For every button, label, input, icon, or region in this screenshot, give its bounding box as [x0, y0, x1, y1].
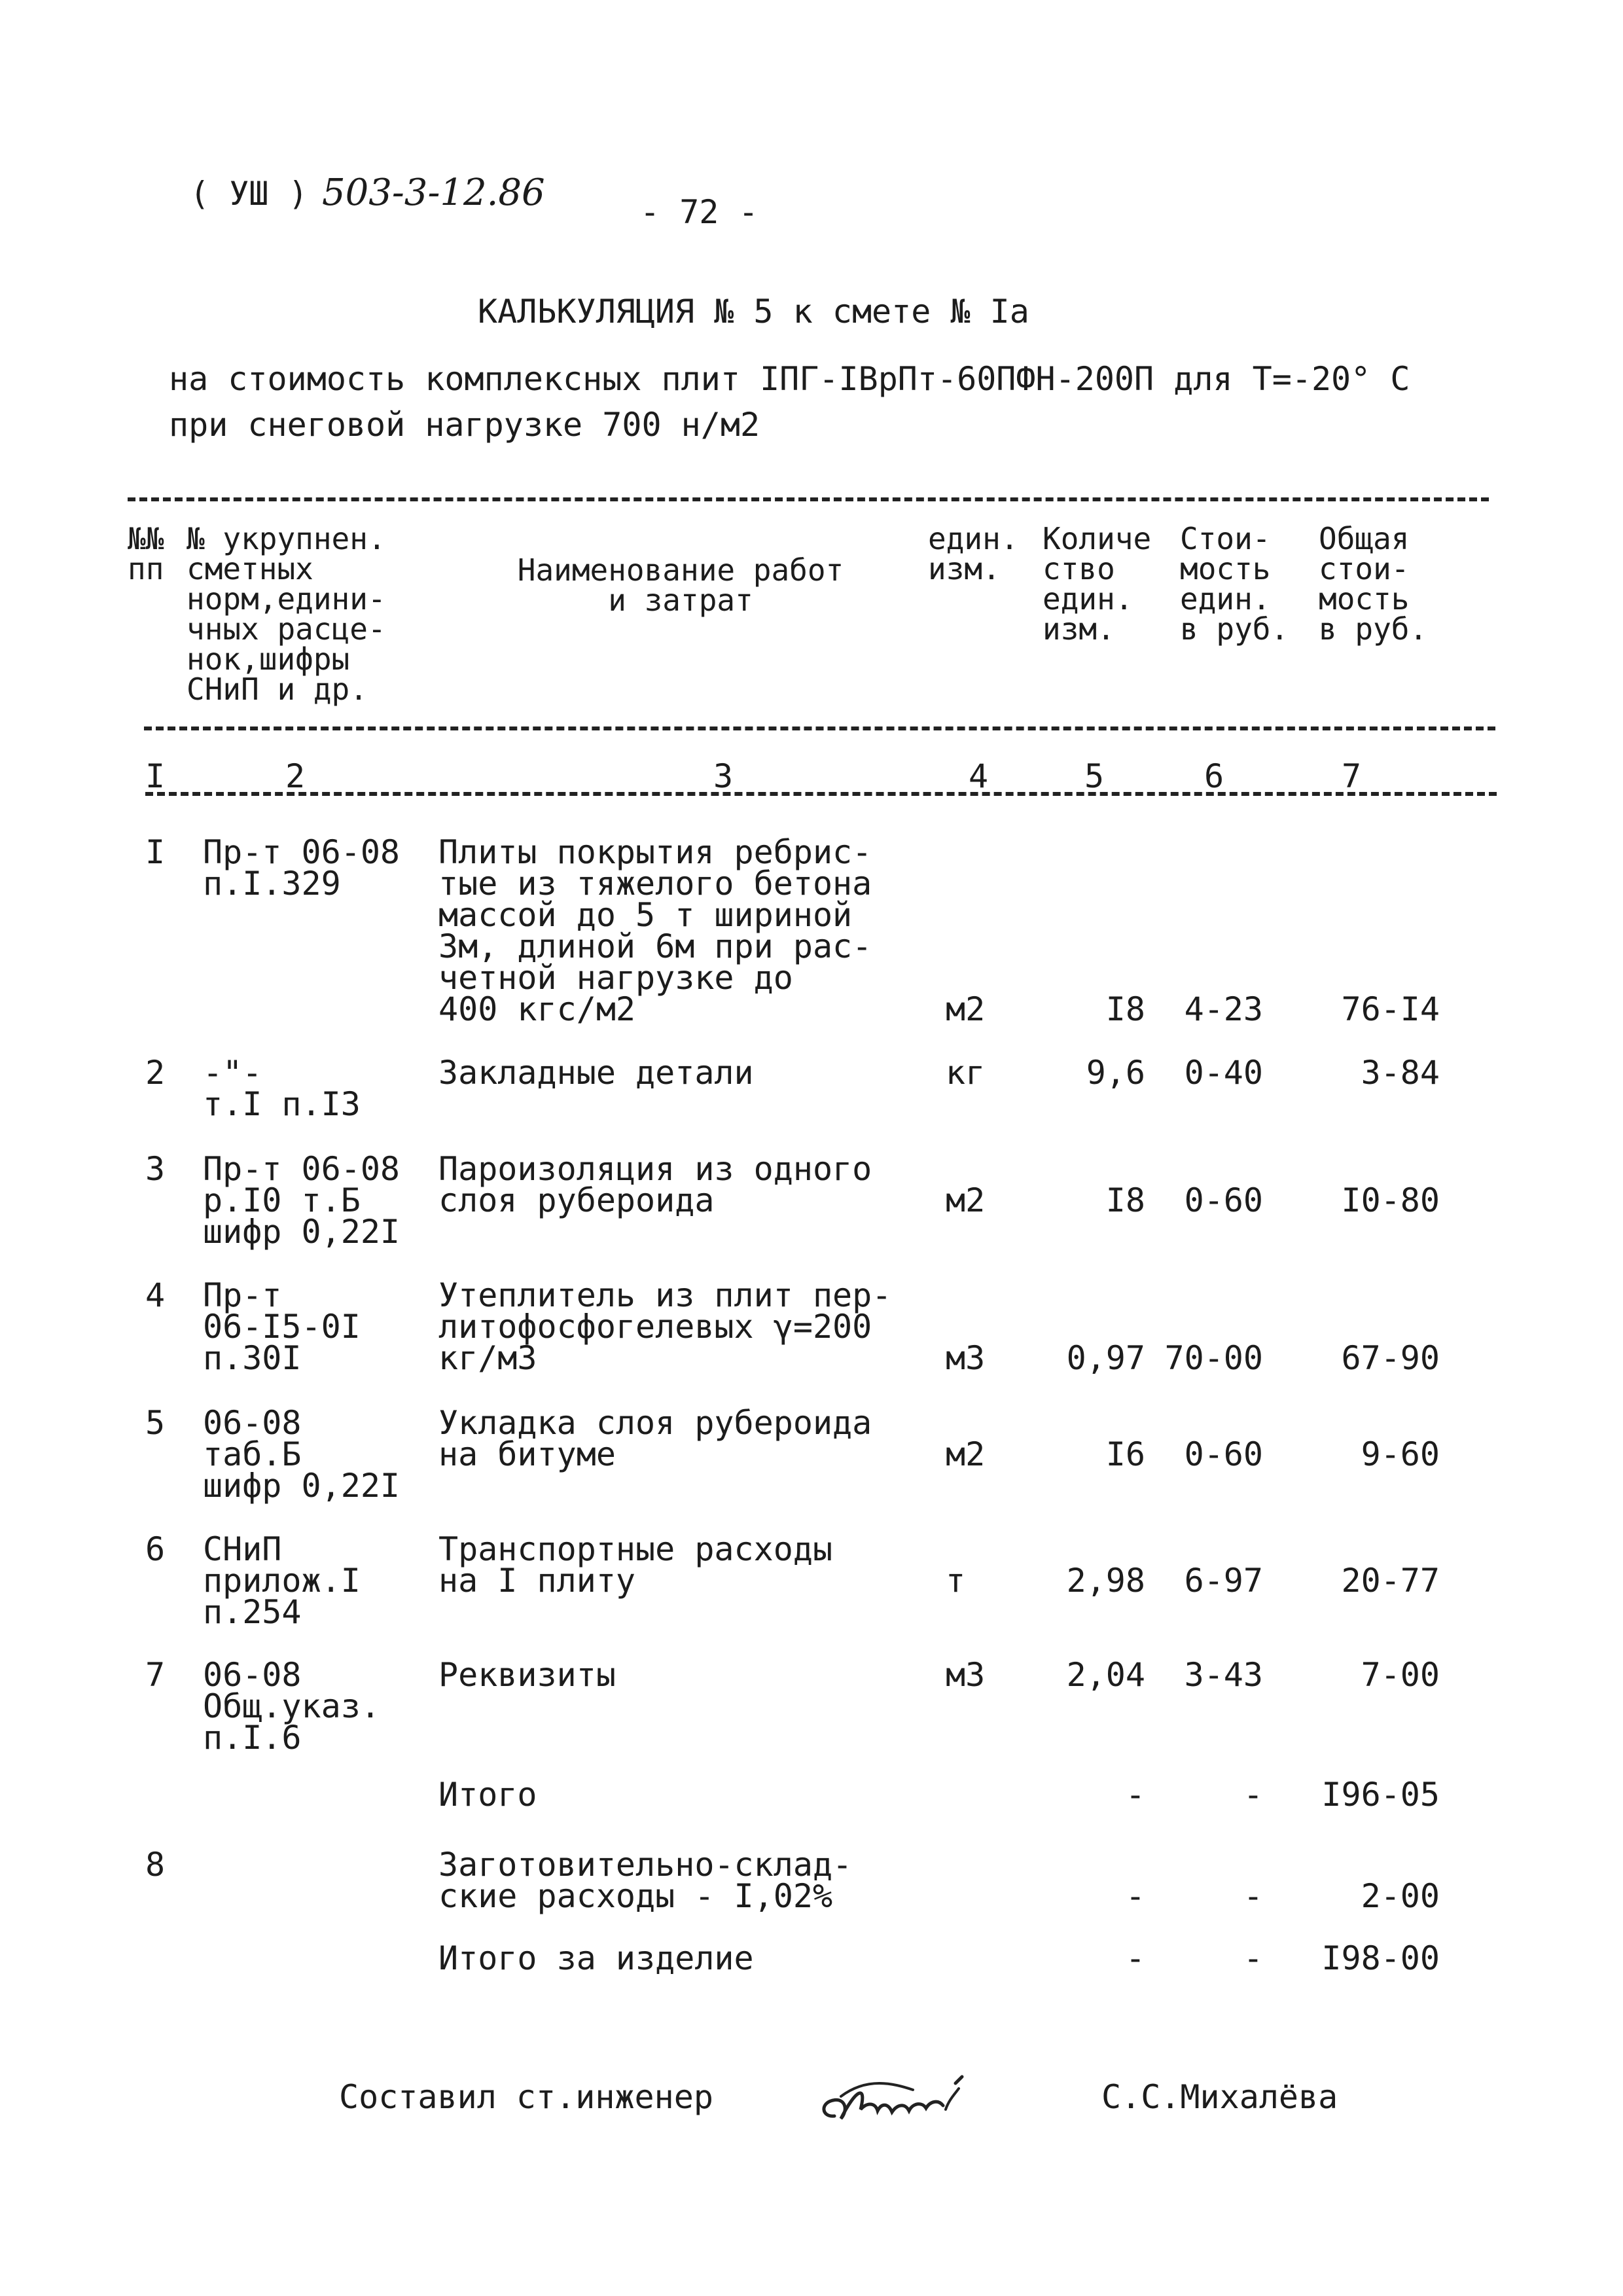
row-unit-price: 0-40 — [1184, 1054, 1263, 1092]
col-header-1-line: №№ — [128, 521, 164, 556]
col-header-6-line: един. — [1180, 581, 1271, 617]
row-number: 3 — [145, 1150, 166, 1188]
row-code-line: Общ.указ. — [203, 1687, 380, 1725]
col-header-3-line: Наименование работ — [517, 552, 844, 588]
row-code-line: р.I0 т.Б — [203, 1181, 361, 1219]
row-total: 67-90 — [1341, 1339, 1440, 1377]
col-number-5: 5 — [1084, 757, 1105, 795]
col-number-4: 4 — [969, 757, 989, 795]
row-quantity: I8 — [1105, 990, 1145, 1028]
compiler-name: С.С.Михалёва — [1101, 2078, 1338, 2116]
page-number: - 72 - — [640, 193, 758, 231]
row-quantity: 9,6 — [1086, 1054, 1145, 1092]
row-code-line: СНиП — [203, 1530, 282, 1568]
row-name-line: Пароизоляция из одного — [438, 1150, 872, 1188]
row-code-line: п.I.6 — [203, 1719, 302, 1757]
col-header-2-line: чных расце- — [187, 611, 386, 647]
col-header-2-line: норм,едини- — [187, 581, 386, 617]
col-header-2-line: № укрупнен. — [187, 521, 386, 556]
col-header-7-line: стои- — [1319, 551, 1410, 586]
col-header-4-line: изм. — [928, 551, 1001, 586]
row-unit: кг — [946, 1054, 986, 1092]
row-quantity: 2,98 — [1066, 1562, 1145, 1600]
row-code-line: -"- — [203, 1054, 262, 1092]
row-total: 3-84 — [1361, 1054, 1440, 1092]
col-number-7: 7 — [1342, 757, 1362, 795]
row-name-line: Плиты покрытия ребрис- — [438, 833, 872, 871]
document-code-handwritten: 503-3-12.86 — [322, 171, 545, 214]
row-number: 8 — [145, 1846, 166, 1884]
row-unit: м3 — [946, 1339, 986, 1377]
row-total: 9-60 — [1361, 1435, 1440, 1473]
row-name-line: кг/м3 — [438, 1339, 537, 1377]
document-subtitle-line2: при снеговой нагрузке 700 н/м2 — [169, 406, 760, 444]
row-unit-price: 0-60 — [1184, 1435, 1263, 1473]
col-header-3 — [497, 552, 864, 618]
row-quantity: I6 — [1105, 1435, 1145, 1473]
row-code-line: Пр-т 06-08 — [203, 833, 401, 871]
document-title: КАЛЬКУЛЯЦИЯ № 5 к смете № Iа — [478, 293, 1029, 331]
row-name-line: Укладка слоя рубероида — [438, 1404, 872, 1442]
row-name-line: 400 кгс/м2 — [438, 990, 636, 1028]
col-header-4-line: един. — [928, 521, 1019, 556]
signature-image — [815, 2045, 991, 2155]
row-code-line: 06-08 — [203, 1404, 302, 1442]
row-total: 2-00 — [1361, 1877, 1440, 1915]
row-unit-price: 3-43 — [1184, 1656, 1263, 1694]
row-code-line: т.I п.I3 — [203, 1085, 361, 1123]
row-unit-price: 70-00 — [1164, 1339, 1263, 1377]
row-code-line: шифр 0,22I — [203, 1213, 401, 1251]
col-header-7-line: мость — [1319, 581, 1410, 617]
row-name-line: Закладные детали — [438, 1054, 754, 1092]
col-number-6: 6 — [1204, 757, 1224, 795]
row-quantity: 0,97 — [1066, 1339, 1145, 1377]
row-quantity: - — [1125, 1877, 1145, 1915]
row-name-line: Транспортные расходы — [438, 1530, 833, 1568]
col-header-7-line: Общая — [1319, 521, 1410, 556]
col-number-1: I — [145, 757, 166, 795]
row-name-line: Итого — [438, 1776, 537, 1814]
row-code-line: 06-08 — [203, 1656, 302, 1694]
col-header-1 — [128, 521, 164, 586]
row-name-line: Итого за изделие — [438, 1939, 754, 1977]
col-header-6 — [1180, 521, 1289, 647]
row-unit-price: - — [1243, 1776, 1263, 1814]
row-quantity: I8 — [1105, 1181, 1145, 1219]
col-header-5-line: изм. — [1043, 611, 1115, 647]
col-header-4 — [928, 521, 1019, 586]
row-unit-price: - — [1243, 1939, 1263, 1977]
row-name-line: тые из тяжелого бетона — [438, 865, 872, 903]
row-name-line: на I плиту — [438, 1562, 636, 1600]
row-number: 7 — [145, 1656, 166, 1694]
col-header-7 — [1319, 521, 1428, 647]
col-header-2-line: нок,шифры — [187, 641, 350, 677]
row-name-line: 3м, длиной 6м при рас- — [438, 927, 872, 965]
row-total: I98-00 — [1321, 1939, 1440, 1977]
col-header-2-line: сметных — [187, 551, 313, 586]
col-header-6-line: в руб. — [1180, 611, 1289, 647]
document-code-prefix: ( УШ ) — [190, 175, 308, 213]
row-quantity: 2,04 — [1066, 1656, 1145, 1694]
row-code-line: Пр-т 06-08 — [203, 1150, 401, 1188]
row-name-line: Утеплитель из плит пер- — [438, 1276, 892, 1314]
col-header-6-line: Стои- — [1180, 521, 1271, 556]
row-quantity: - — [1125, 1939, 1145, 1977]
row-unit: т — [946, 1562, 966, 1600]
row-name-line: Реквизиты — [438, 1656, 616, 1694]
separator-header — [144, 726, 1495, 730]
row-name-line: ские расходы - I,02% — [438, 1877, 833, 1915]
row-code-line: п.30I — [203, 1339, 302, 1377]
row-quantity: - — [1125, 1776, 1145, 1814]
row-unit: м2 — [946, 1181, 986, 1219]
col-number-2: 2 — [285, 757, 306, 795]
col-header-2-line: СНиП и др. — [187, 672, 368, 707]
row-total: 76-I4 — [1341, 990, 1440, 1028]
col-header-3-line: и затрат — [608, 583, 753, 618]
col-header-5 — [1043, 521, 1152, 647]
row-number: 2 — [145, 1054, 166, 1092]
row-code-line: Пр-т — [203, 1276, 282, 1314]
row-number: I — [145, 833, 166, 871]
row-name-line: четной нагрузке до — [438, 959, 793, 997]
col-header-5-line: Количе — [1043, 521, 1152, 556]
separator-column-numbers — [145, 792, 1497, 796]
row-code-line: п.254 — [203, 1593, 302, 1631]
row-number: 6 — [145, 1530, 166, 1568]
row-unit-price: - — [1243, 1877, 1263, 1915]
row-name-line: Заготовительно-склад- — [438, 1846, 853, 1884]
row-number: 4 — [145, 1276, 166, 1314]
row-name-line: слоя рубероида — [438, 1181, 715, 1219]
col-header-5-line: ство — [1043, 551, 1115, 586]
row-name-line: на битуме — [438, 1435, 616, 1473]
col-header-5-line: един. — [1043, 581, 1133, 617]
row-total: 20-77 — [1341, 1562, 1440, 1600]
row-total: I0-80 — [1341, 1181, 1440, 1219]
row-unit: м2 — [946, 990, 986, 1028]
row-code-line: таб.Б — [203, 1435, 302, 1473]
row-number: 5 — [145, 1404, 166, 1442]
row-total: 7-00 — [1361, 1656, 1440, 1694]
document-subtitle-line1: на стоимость комплексных плит IПГ-IВрПт-60ПФН-200П для Т=-20° С — [169, 360, 1410, 398]
row-code-line: 06-I5-0I — [203, 1308, 361, 1346]
row-code-line: прилож.I — [203, 1562, 361, 1600]
compiled-by-label: Составил ст.инженер — [339, 2078, 713, 2116]
col-header-6-line: мость — [1180, 551, 1271, 586]
col-header-7-line: в руб. — [1319, 611, 1428, 647]
row-unit: м2 — [946, 1435, 986, 1473]
separator-top — [128, 497, 1489, 501]
row-unit-price: 6-97 — [1184, 1562, 1263, 1600]
row-code-line: шифр 0,22I — [203, 1467, 401, 1505]
row-unit-price: 0-60 — [1184, 1181, 1263, 1219]
col-header-2 — [187, 521, 386, 707]
col-header-1-line: пп — [128, 551, 164, 586]
row-unit: м3 — [946, 1656, 986, 1694]
row-unit-price: 4-23 — [1184, 990, 1263, 1028]
row-code-line: п.I.329 — [203, 865, 341, 903]
row-total: I96-05 — [1321, 1776, 1440, 1814]
col-number-3: 3 — [713, 757, 734, 795]
row-name-line: литофосфогелевых γ=200 — [438, 1308, 872, 1346]
row-name-line: массой до 5 т шириной — [438, 896, 853, 934]
